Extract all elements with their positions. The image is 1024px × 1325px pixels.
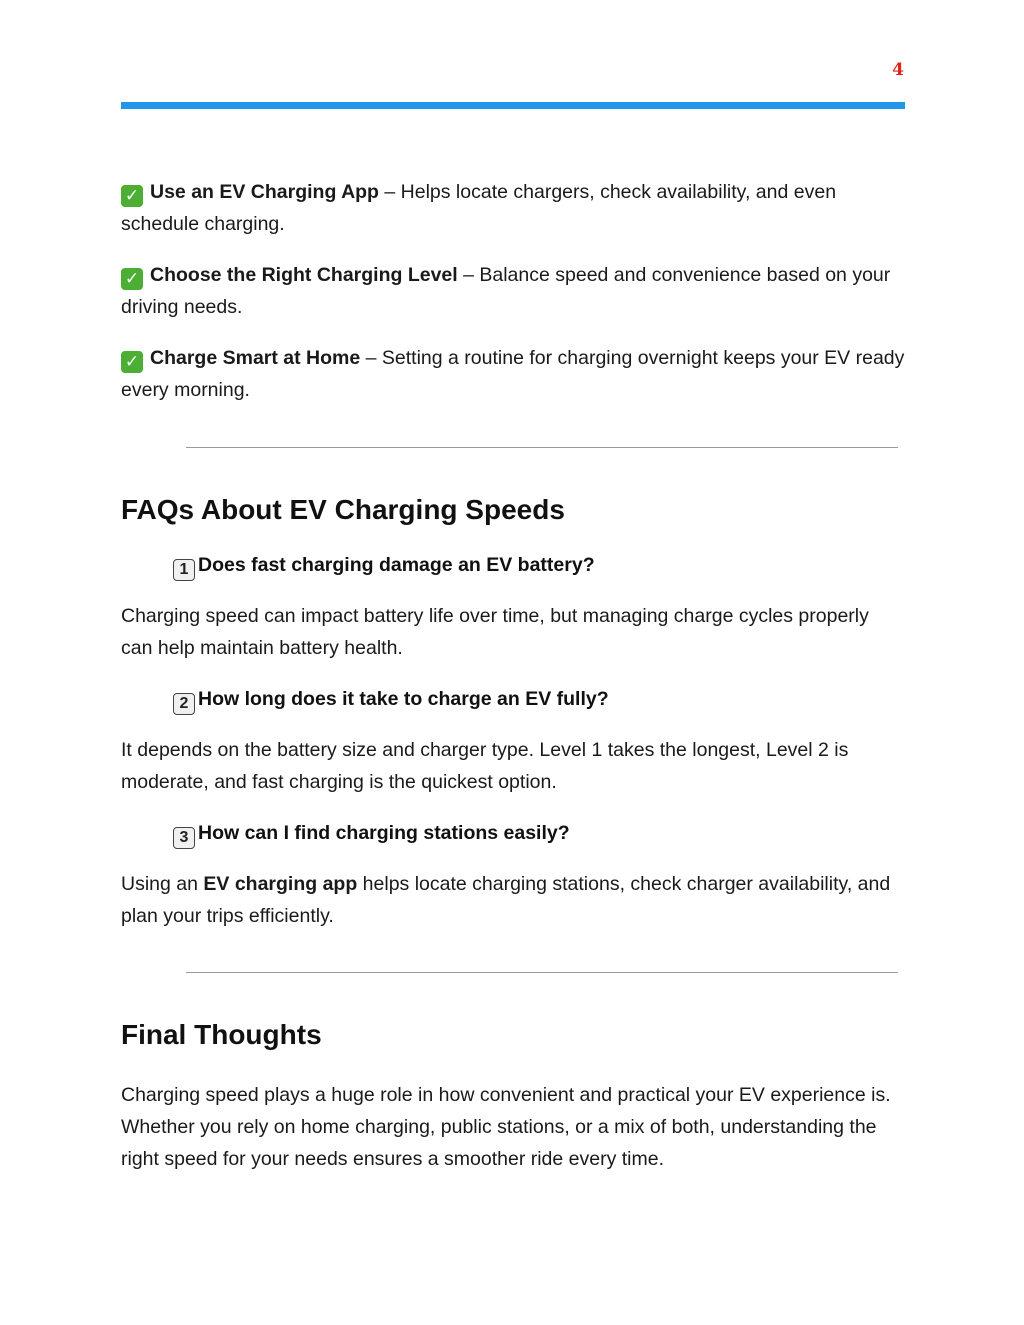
tip-item [121,342,905,406]
faq-answer [121,868,905,932]
tip-item [121,259,905,323]
tip-title: Charge Smart at Home [150,347,361,369]
check-mark-icon: ✓ [121,351,143,373]
tip-title: Choose the Right Charging Level [150,264,458,286]
section-divider [186,447,898,448]
final-heading: Final Thoughts [121,1019,322,1050]
section-divider [186,972,898,973]
faq-answer-emphasis: EV charging app [203,873,358,895]
tip-text: – Balance speed and convenience based on your driving needs. [121,264,891,318]
number-3-icon: 3 [173,827,195,849]
faq-answer-text: helps locate charging stations, check charger availability, and plan your trips efficiently. [121,873,891,927]
faq-heading: FAQs About EV Charging Speeds [121,494,565,525]
tip-title: Use an EV Charging App [150,181,379,203]
faq-answer-text: Using an [121,873,204,895]
tip-text: – Setting a routine for charging overnight keeps your EV ready every morning. [121,347,905,401]
final-body: Charging speed plays a huge role in how convenient and practical your EV experience is. Whether you rely on home charging, public stations, or a mix of both, understanding the right speed for your needs ensures a smoother ride every time. [121,1084,891,1170]
faq-question [121,818,905,849]
page-content [121,176,905,1175]
faq-question [121,550,905,581]
faq-answer: It depends on the battery size and charger type. Level 1 takes the longest, Level 2 is moderate, and fast charging is the quickest option. [121,739,849,793]
header-rule [121,102,905,109]
number-2-icon: 2 [173,693,195,715]
page-number: 4 [892,60,904,80]
faq-question-text: How long does it take to charge an EV fully? [198,688,609,710]
faq-answer: Charging speed can impact battery life over time, but managing charge cycles properly can help maintain battery health. [121,605,869,659]
faq-question-text: How can I find charging stations easily? [198,822,570,844]
number-1-icon: 1 [173,559,195,581]
faq-question-text: Does fast charging damage an EV battery? [198,554,595,576]
check-mark-icon: ✓ [121,185,143,207]
tip-item [121,176,905,240]
faq-question [121,684,905,715]
check-mark-icon: ✓ [121,268,143,290]
tip-text: – Helps locate chargers, check availability, and even schedule charging. [121,181,837,235]
